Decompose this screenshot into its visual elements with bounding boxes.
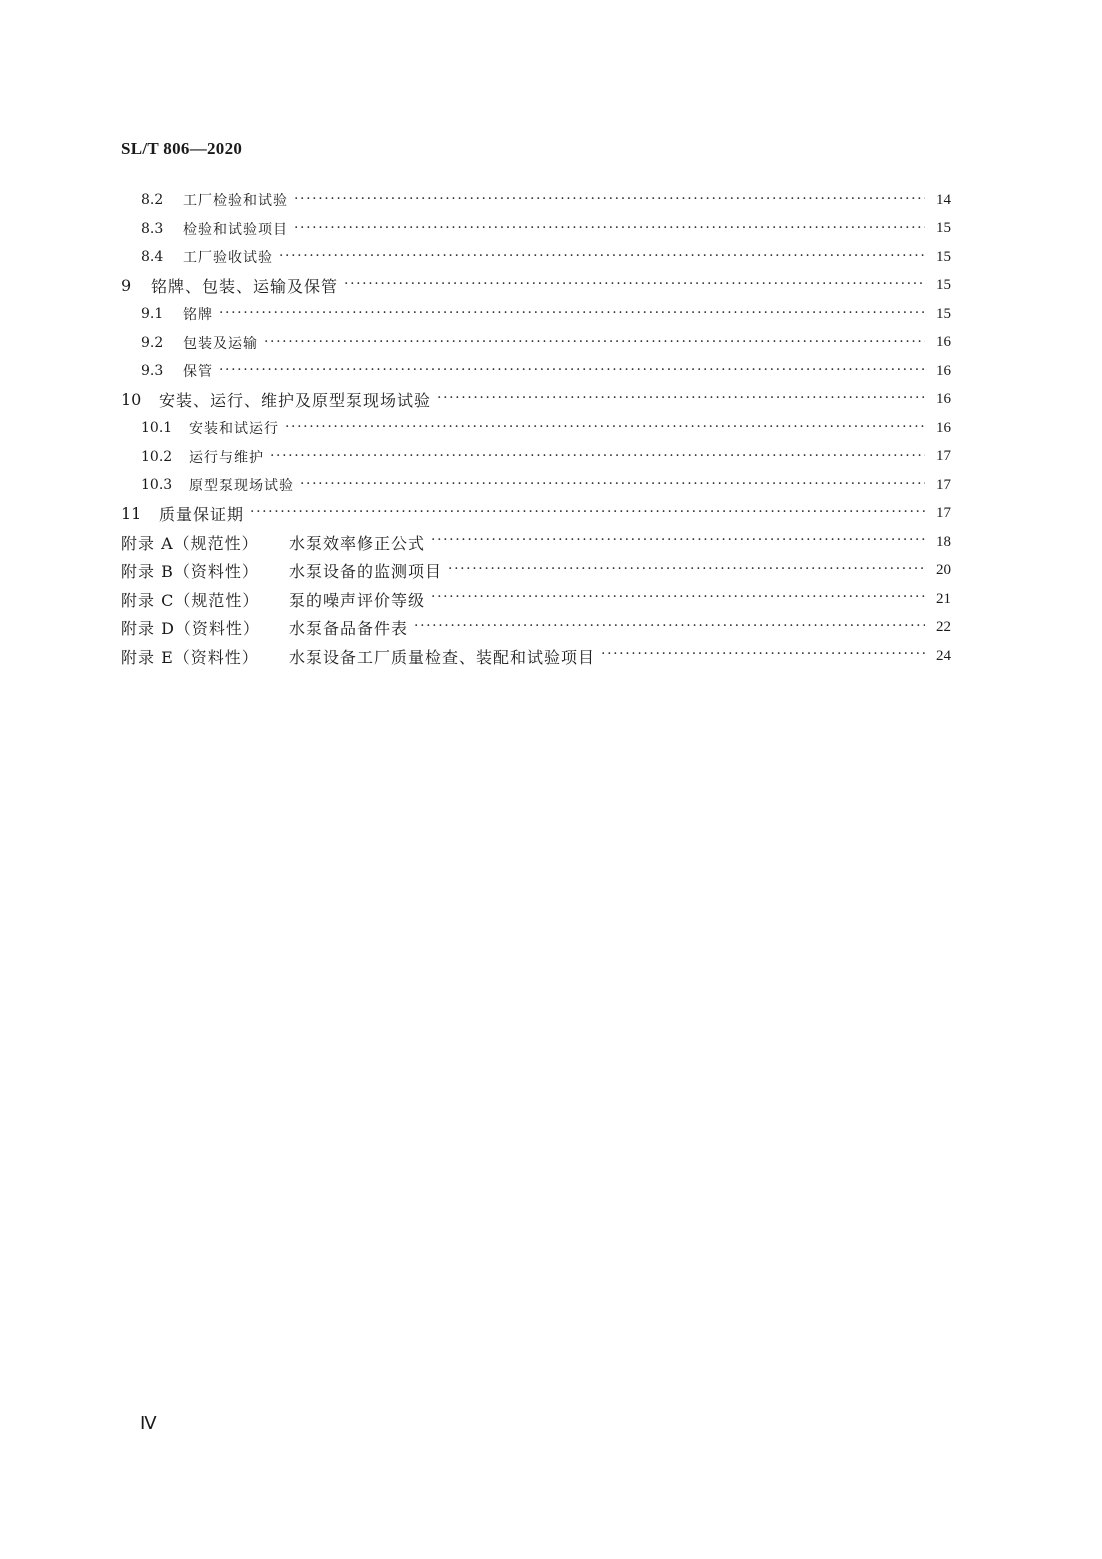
toc-number: 9.3	[141, 363, 164, 380]
toc-page: 17	[936, 448, 951, 465]
toc-page: 16	[936, 334, 951, 351]
table-of-contents	[121, 186, 951, 671]
toc-page: 14	[936, 191, 951, 208]
toc-title: 原型泵现场试验	[189, 478, 294, 495]
toc-title: 包装及运输	[183, 335, 258, 352]
toc-entry-8-2[interactable]	[121, 186, 951, 215]
appendix-label: 附录 D（资料性）	[121, 619, 260, 639]
toc-appendix-d[interactable]	[121, 614, 951, 643]
dot-leader	[270, 450, 925, 464]
appendix-title: 泵的噪声评价等级	[289, 590, 426, 610]
toc-entry-9-2[interactable]	[121, 329, 951, 358]
dot-leader	[300, 478, 925, 492]
appendix-title: 水泵设备工厂质量检查、装配和试验项目	[289, 647, 596, 667]
toc-page: 20	[936, 562, 951, 579]
toc-page: 22	[936, 619, 951, 636]
toc-number: 10.1	[141, 420, 173, 437]
toc-title: 质量保证期	[159, 505, 245, 525]
dot-leader	[344, 278, 925, 294]
dot-leader	[219, 307, 925, 321]
toc-title: 工厂验收试验	[183, 250, 273, 267]
toc-number: 9.2	[141, 334, 164, 351]
toc-appendix-e[interactable]	[121, 642, 951, 671]
toc-entry-9-3[interactable]	[121, 357, 951, 386]
appendix-label: 附录 E（资料性）	[121, 647, 259, 667]
toc-page: 15	[936, 277, 951, 294]
appendix-title: 水泵效率修正公式	[289, 533, 426, 553]
toc-title: 保管	[183, 364, 213, 381]
toc-title: 工厂检验和试验	[183, 193, 288, 210]
appendix-title: 水泵设备的监测项目	[289, 562, 443, 582]
toc-page: 24	[936, 647, 951, 664]
toc-entry-10-1[interactable]	[121, 414, 951, 443]
toc-title: 检验和试验项目	[183, 221, 288, 238]
toc-number: 8.3	[141, 220, 164, 237]
toc-title: 铭牌	[183, 307, 213, 324]
dot-leader	[264, 336, 925, 350]
toc-page: 17	[936, 476, 951, 493]
toc-entry-9-1[interactable]	[121, 300, 951, 329]
toc-entry-10-3[interactable]	[121, 471, 951, 500]
dot-leader	[285, 421, 925, 435]
dot-leader	[250, 506, 925, 522]
toc-number: 11	[121, 504, 142, 524]
dot-leader	[431, 591, 925, 607]
dot-leader	[219, 364, 925, 378]
toc-title: 安装、运行、维护及原型泵现场试验	[159, 391, 432, 411]
toc-page: 15	[936, 248, 951, 265]
dot-leader	[437, 392, 925, 408]
toc-number: 10	[121, 390, 142, 410]
toc-entry-10-2[interactable]	[121, 443, 951, 472]
toc-title: 运行与维护	[189, 449, 264, 466]
page-number-footer: Ⅳ	[140, 1413, 157, 1433]
toc-entry-8-4[interactable]	[121, 243, 951, 272]
toc-appendix-a[interactable]	[121, 528, 951, 557]
toc-title: 铭牌、包装、运输及保管	[151, 277, 339, 297]
appendix-title: 水泵备品备件表	[289, 619, 409, 639]
dot-leader	[431, 534, 925, 550]
appendix-label: 附录 B（资料性）	[121, 562, 259, 582]
toc-entry-8-3[interactable]	[121, 215, 951, 244]
toc-entry-10[interactable]	[121, 386, 951, 415]
toc-title: 安装和试运行	[189, 421, 279, 438]
dot-leader	[294, 222, 925, 236]
toc-number: 10.3	[141, 477, 173, 494]
toc-page: 16	[936, 391, 951, 408]
dot-leader	[448, 563, 925, 579]
toc-page: 17	[936, 505, 951, 522]
dot-leader	[294, 193, 925, 207]
toc-page: 16	[936, 362, 951, 379]
dot-leader	[414, 620, 925, 636]
toc-number: 9.1	[141, 306, 164, 323]
toc-number: 10.2	[141, 448, 173, 465]
toc-appendix-c[interactable]	[121, 585, 951, 614]
standard-header: SL/T 806—2020	[121, 139, 243, 158]
toc-number: 9	[121, 276, 132, 296]
toc-entry-9[interactable]	[121, 272, 951, 301]
toc-page: 15	[936, 305, 951, 322]
toc-page: 21	[936, 590, 951, 607]
toc-page: 15	[936, 220, 951, 237]
toc-entry-11[interactable]	[121, 500, 951, 529]
toc-number: 8.4	[141, 249, 164, 266]
toc-page: 16	[936, 419, 951, 436]
appendix-label: 附录 C（规范性）	[121, 590, 260, 610]
dot-leader	[601, 648, 925, 664]
toc-number: 8.2	[141, 192, 164, 209]
toc-appendix-b[interactable]	[121, 557, 951, 586]
appendix-label: 附录 A（规范性）	[121, 533, 259, 553]
toc-page: 18	[936, 533, 951, 550]
dot-leader	[279, 250, 925, 264]
